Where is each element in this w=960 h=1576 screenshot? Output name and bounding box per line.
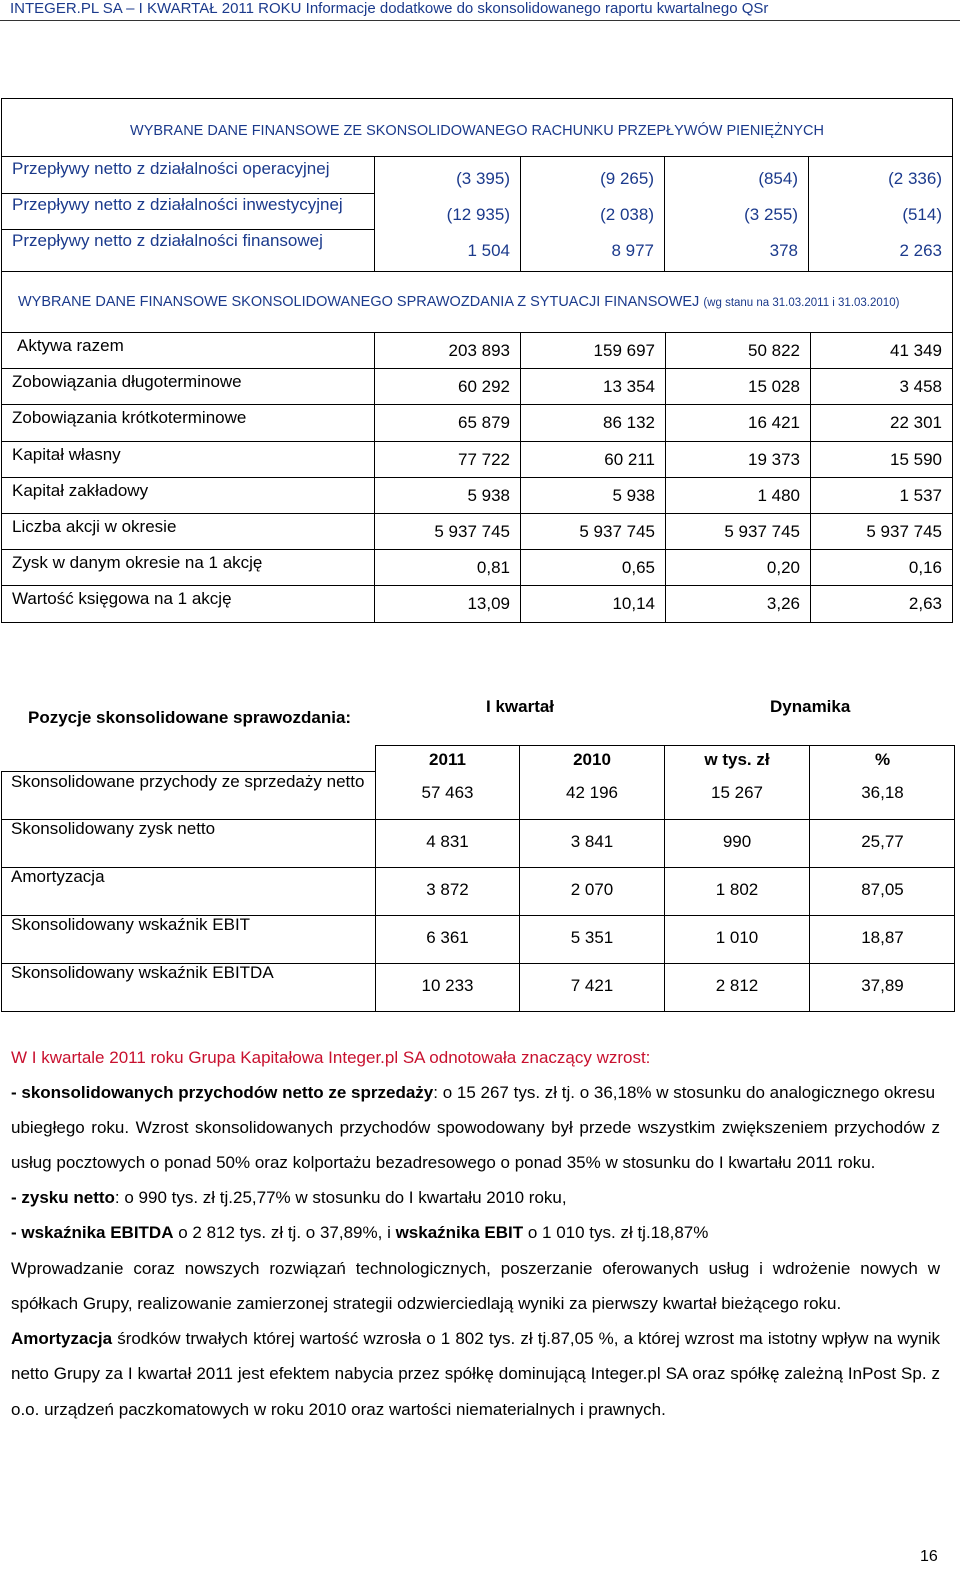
text-line: o.o. urządzeń paczkomatowych w roku 2010 oraz wartości niematerialnych i prawnych. — [11, 1400, 666, 1419]
text-line: ubiegłego roku. Wzrost skonsolidowanych przychodów spowodowany był przede wszystkim zwiększeniem przychodów z — [11, 1118, 940, 1137]
intro-text: W I kwartale 2011 roku Grupa Kapitałowa Integer.pl SA odnotowała znaczący wzrost: — [11, 1048, 651, 1067]
row-label: Przepływy netto z działalności operacyjnej — [12, 159, 330, 178]
value-cell: 15 028 — [665, 368, 810, 404]
row-label: Skonsolidowany wskaźnik EBIT — [11, 915, 251, 934]
divider — [2, 368, 952, 369]
plain-text: środków trwałych której wartość wzrosła o 1 802 tys. zł tj.87,05 %, a której wzrost ma istotny wpływ na wynik — [112, 1329, 940, 1348]
value-cell: 3,26 — [665, 585, 810, 621]
value-cell: 13 354 — [520, 368, 665, 404]
value-cell: 0,81 — [374, 549, 520, 585]
row-label: Amortyzacja — [11, 867, 105, 886]
plain-text: : o 15 267 tys. zł tj. o 36,18% w stosunku do analogicznego okresu — [433, 1083, 936, 1102]
value-cell: 5 938 — [520, 477, 665, 513]
row-label: Skonsolidowany wskaźnik EBITDA — [11, 963, 274, 982]
financial-summary-block — [1, 98, 953, 623]
value-cell: 2 070 — [519, 867, 664, 915]
column-header: % — [809, 745, 955, 773]
value-cell: 60 211 — [520, 441, 665, 477]
value-cell: 8 977 — [611, 241, 654, 260]
value-cell: 1 010 — [664, 915, 809, 963]
value-cell: 5 937 745 — [374, 513, 520, 549]
value-cell: 2 812 — [664, 963, 809, 1011]
value-cell: 203 893 — [374, 332, 520, 368]
column-header: 2011 — [375, 745, 519, 773]
value-cell: 10 233 — [375, 963, 519, 1011]
text-line — [11, 1188, 567, 1208]
plain-text: : o 990 tys. zł tj.25,77% w stosunku do I kwartału 2010 roku, — [114, 1188, 567, 1207]
value-cell: 6 361 — [375, 915, 519, 963]
plain-text: o 2 812 tys. zł tj. o 37,89%, i — [173, 1223, 396, 1242]
row-label: Liczba akcji w okresie — [12, 517, 177, 536]
value-cell: 16 421 — [665, 404, 810, 440]
row-label: Zobowiązania krótkoterminowe — [12, 408, 247, 428]
positions-row — [1, 773, 955, 819]
divider — [2, 477, 952, 478]
value-cell: 3 458 — [810, 368, 952, 404]
value-cell: 1 802 — [664, 867, 809, 915]
value-cell: 77 722 — [374, 441, 520, 477]
bold-text: wskaźnika EBIT — [395, 1223, 524, 1242]
balance-title — [18, 294, 899, 310]
value-cell: 5 937 745 — [810, 513, 952, 549]
row-label: Przepływy netto z działalności finansowej — [12, 231, 323, 250]
text-line — [11, 1083, 935, 1103]
text-line: spółkach Grupy, realizowanie zamierzonej strategii odzwierciedlają wyniki za pierwszy kwartał bieżącego roku. — [11, 1294, 842, 1313]
text-line: usług pocztowych o ponad 50% oraz kolportażu bezadresowego o ponad 35% w stosunku do I kwartału 2011 roku. — [11, 1153, 876, 1172]
row-label: Kapitał własny — [12, 444, 121, 464]
value-cell: 22 301 — [810, 404, 952, 440]
value-cell: 41 349 — [810, 332, 952, 368]
balance-row — [2, 404, 952, 440]
balance-row — [2, 477, 952, 513]
row-label: Skonsolidowane przychody ze sprzedaży netto — [11, 772, 365, 791]
plain-text: o 1 010 tys. zł tj.18,87% — [523, 1223, 709, 1242]
column-header: 2010 — [519, 745, 664, 773]
text-line: netto Grupy za I kwartał 2011 jest efektem nabycia przez spółkę dominującą Integer.pl SA oraz spółkę zależną InPost Sp. z — [11, 1364, 940, 1383]
value-cell: 5 937 745 — [520, 513, 665, 549]
value-cell: (2 038) — [600, 205, 654, 224]
balance-title-note: (wg stanu na 31.03.2011 i 31.03.2010) — [703, 297, 900, 309]
balance-row — [2, 332, 952, 368]
value-cell: (9 265) — [600, 169, 654, 188]
divider — [2, 549, 952, 550]
value-cell: 86 132 — [520, 404, 665, 440]
value-cell: 13,09 — [374, 585, 520, 621]
row-label: Wartość księgowa na 1 akcję — [12, 589, 232, 609]
header-divider — [0, 20, 960, 21]
bold-text: - zysku netto — [11, 1188, 115, 1207]
value-cell: 5 937 745 — [665, 513, 810, 549]
row-label: Przepływy netto z działalności inwestycyjnej — [12, 195, 343, 214]
value-cell: 37,89 — [809, 963, 955, 1011]
value-cell: 3 841 — [519, 819, 664, 867]
value-cell: 0,20 — [665, 549, 810, 585]
positions-row — [1, 867, 955, 915]
dynamics-heading: Dynamika — [770, 697, 851, 716]
positions-row — [1, 915, 955, 963]
value-cell: 7 421 — [519, 963, 664, 1011]
bold-text: - wskaźnika EBITDA — [11, 1223, 174, 1242]
balance-row — [2, 368, 952, 404]
page-number: 16 — [920, 1548, 938, 1565]
balance-row — [2, 549, 952, 585]
value-cell: 10,14 — [520, 585, 665, 621]
value-cell: 57 463 — [375, 773, 519, 819]
divider — [2, 229, 374, 230]
value-cell: 15 590 — [810, 441, 952, 477]
divider — [2, 271, 952, 272]
value-cell: 159 697 — [520, 332, 665, 368]
value-cell: 1 504 — [467, 241, 510, 260]
value-cell: 42 196 — [519, 773, 664, 819]
value-cell: (2 336) — [888, 169, 942, 188]
value-cell: 1 480 — [665, 477, 810, 513]
value-cell: (3 395) — [456, 169, 510, 188]
value-cell: (854) — [758, 169, 798, 188]
row-label: Aktywa razem — [17, 336, 124, 355]
value-cell: 1 537 — [810, 477, 952, 513]
positions-header-row — [1, 745, 955, 773]
value-cell: 50 822 — [665, 332, 810, 368]
positions-title: Pozycje skonsolidowane sprawozdania: — [28, 708, 352, 727]
text-line — [11, 1329, 940, 1349]
document-header: INTEGER.PL SA – I KWARTAŁ 2011 ROKU Informacje dodatkowe do skonsolidowanego raportu kwartalnego QSr — [10, 0, 769, 17]
text-line: Wprowadzanie coraz nowszych rozwiązań technologicznych, poszerzanie oferowanych usług i wdrożenie nowych w — [11, 1259, 940, 1278]
value-cell: 65 879 — [374, 404, 520, 440]
cashflow-title: WYBRANE DANE FINANSOWE ZE SKONSOLIDOWANEGO RACHUNKU PRZEPŁYWÓW PIENIĘŻNYCH — [130, 123, 824, 139]
value-cell: 4 831 — [375, 819, 519, 867]
value-cell: 378 — [769, 241, 798, 260]
value-cell: 25,77 — [809, 819, 955, 867]
value-cell: 2,63 — [810, 585, 952, 621]
divider — [2, 513, 952, 514]
balance-row — [2, 585, 952, 621]
value-cell: 60 292 — [374, 368, 520, 404]
value-cell: 0,16 — [810, 549, 952, 585]
value-cell: 15 267 — [664, 773, 809, 819]
balance-row — [2, 513, 952, 549]
column-header: w tys. zł — [664, 745, 809, 773]
positions-table — [1, 745, 955, 1011]
row-label: Skonsolidowany zysk netto — [11, 819, 216, 838]
divider — [2, 585, 952, 586]
value-cell: 5 351 — [519, 915, 664, 963]
bold-text: Amortyzacja — [11, 1329, 113, 1348]
row-label: Zobowiązania długoterminowe — [12, 372, 242, 392]
value-cell: (514) — [902, 205, 942, 224]
balance-table — [2, 332, 952, 622]
divider — [1, 1011, 955, 1012]
value-cell: (3 255) — [744, 205, 798, 224]
value-cell: 3 872 — [375, 867, 519, 915]
divider — [2, 193, 374, 194]
value-cell: 0,65 — [520, 549, 665, 585]
divider — [2, 441, 952, 442]
value-cell: 87,05 — [809, 867, 955, 915]
quarter-heading: I kwartał — [486, 697, 555, 716]
text-line — [11, 1223, 708, 1243]
bold-text: - skonsolidowanych przychodów netto ze sprzedaży — [11, 1083, 434, 1102]
balance-title-text: WYBRANE DANE FINANSOWE SKONSOLIDOWANEGO SPRAWOZDANIA Z SYTUACJI FINANSOWEJ — [18, 294, 700, 310]
value-cell: 5 938 — [374, 477, 520, 513]
positions-row — [1, 819, 955, 867]
value-cell: 2 263 — [899, 241, 942, 260]
divider — [2, 404, 952, 405]
value-cell: (12 935) — [446, 205, 510, 224]
row-label: Zysk w danym okresie na 1 akcję — [12, 553, 263, 573]
positions-row — [1, 963, 955, 1011]
cashflow-values — [374, 157, 952, 271]
value-cell: 19 373 — [665, 441, 810, 477]
value-cell: 36,18 — [809, 773, 955, 819]
value-cell: 18,87 — [809, 915, 955, 963]
balance-row — [2, 441, 952, 477]
value-cell: 990 — [664, 819, 809, 867]
row-label: Kapitał zakładowy — [12, 480, 149, 500]
